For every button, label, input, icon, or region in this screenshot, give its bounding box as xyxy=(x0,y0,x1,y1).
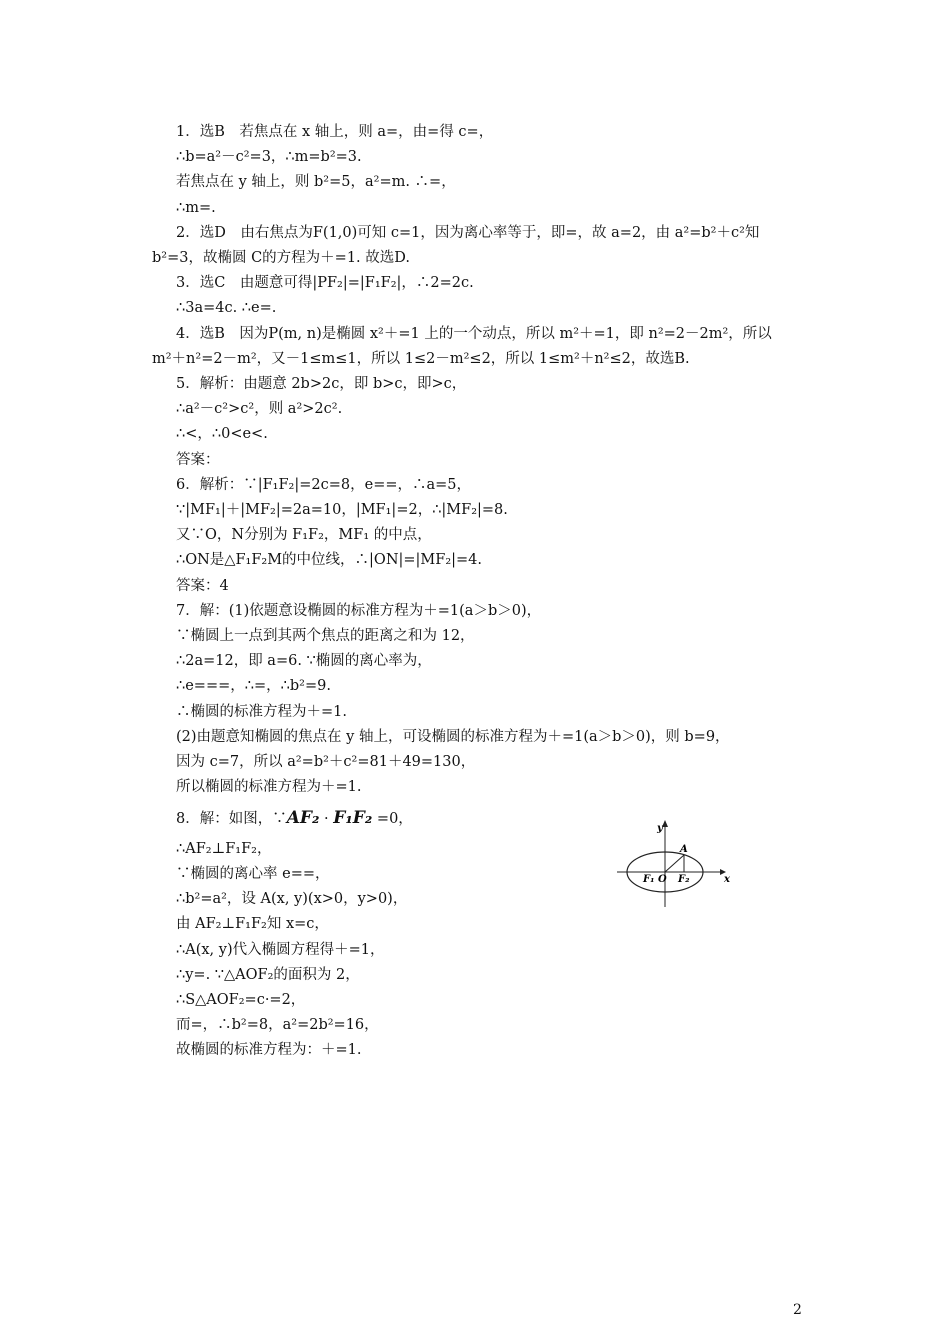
q8-prefix: 8．解：如图，∵ xyxy=(176,811,287,828)
text-line: ∴b²=a²，设 A(x, y)(x>0，y>0)， xyxy=(176,891,408,908)
text-line: ∴3a=4c. ∴e=. xyxy=(176,300,277,317)
text-line: ∴m=. xyxy=(176,199,216,216)
text-line: ∴AF₂⊥F₁F₂， xyxy=(176,840,272,857)
text-line: 3．选C 由题意可得|PF₂|=|F₁F₂|，∴2=2c. xyxy=(176,275,474,292)
text-line: 5．解析：由题意 2b>2c，即 b>c，即>c， xyxy=(176,376,467,393)
text-line: m²＋n²=2－m²，又－1≤m≤1，所以 1≤2－m²≤2，所以 1≤m²＋n²≤2，故选B. xyxy=(152,350,690,367)
vector-af2: AF₂ xyxy=(286,808,320,829)
text-line: ∴b=a²－c²=3，∴m=b²=3. xyxy=(176,149,362,166)
point-a-label: A xyxy=(680,844,688,855)
text-line: 2．选D 由右焦点为F(1,0)可知 c=1，因为离心率等于，即=，故 a=2，由 a²=b²＋c²知 xyxy=(176,224,760,241)
text-line: 6．解析：∵|F₁F₂|=2c=8，e==，∴a=5， xyxy=(176,476,472,493)
y-axis-arrow xyxy=(662,820,668,827)
text-line: (2)由题意知椭圆的焦点在 y 轴上，可设椭圆的标准方程为＋=1(a＞b＞0)，则 b=9， xyxy=(176,728,730,745)
dot-operator: · xyxy=(319,811,334,828)
text-line: 7．解：(1)依题意设椭圆的标准方程为＋=1(a＞b＞0)， xyxy=(176,602,542,619)
text-line: ∴a²－c²>c²，则 a²>2c². xyxy=(176,401,343,418)
text-line: ∴2a=12，即 a=6. ∵椭圆的离心率为， xyxy=(176,653,432,670)
text-line: ∴e===，∴=，∴b²=9. xyxy=(176,678,331,695)
text-line: 4．选B 因为P(m, n)是椭圆 x²＋=1 上的一个动点，所以 m²＋=1，即 n²=2－2m²，所以 xyxy=(176,325,772,342)
text-line: ∴y=. ∵△AOF₂的面积为 2， xyxy=(176,966,360,983)
origin-label: O xyxy=(658,874,667,885)
focus-f2-label: F₂ xyxy=(678,874,690,885)
text-line: ∴S△AOF₂=c·=2， xyxy=(176,991,306,1008)
text-line: ∵椭圆上一点到其两个焦点的距离之和为 12， xyxy=(176,628,475,645)
text-line: 答案：4 xyxy=(176,577,229,594)
text-line: ∵椭圆的离心率 e==， xyxy=(176,865,330,882)
text-line: 因为 c=7，所以 a²=b²＋c²=81＋49=130， xyxy=(176,754,476,771)
text-line: 若焦点在 y 轴上，则 b²=5，a²=m. ∴=， xyxy=(176,174,456,191)
text-line: 故椭圆的标准方程为：＋=1. xyxy=(176,1042,362,1059)
text-line: ∴A(x, y)代入椭圆方程得＋=1， xyxy=(176,941,385,958)
text-line: 而=，∴b²=8，a²=2b²=16， xyxy=(176,1017,379,1034)
text-line: 1．选B 若焦点在 x 轴上，则 a=，由=得 c=， xyxy=(176,124,494,140)
text-line: ∵|MF₁|＋|MF₂|=2a=10，|MF₁|=2，∴|MF₂|=8. xyxy=(176,502,508,519)
q8-suffix: =0， xyxy=(372,811,413,828)
vector-f1f2: F₁F₂ xyxy=(333,808,373,829)
text-line: 又∵O，N分别为 F₁F₂，MF₁ 的中点， xyxy=(176,527,432,544)
text-line: ∴椭圆的标准方程为＋=1. xyxy=(176,703,347,720)
solutions-body xyxy=(152,120,812,1064)
text-line: 答案： xyxy=(176,451,220,468)
text-line: ∴ON是△F₁F₂M的中位线，∴|ON|=|MF₂|=4. xyxy=(176,552,483,569)
segment-oa xyxy=(665,855,684,872)
y-axis-label: y xyxy=(657,823,663,834)
text-line: ∴<，∴0<e<. xyxy=(176,426,268,443)
text-line: b²=3，故椭圆 C的方程为＋=1. 故选D. xyxy=(152,250,410,267)
x-axis-label: x xyxy=(724,874,730,885)
page-number: 2 xyxy=(793,1302,802,1318)
ellipse-figure xyxy=(612,815,732,910)
text-line: 由 AF₂⊥F₁F₂知 x=c， xyxy=(176,916,329,933)
focus-f1-label: F₁ xyxy=(643,874,655,885)
text-line: 所以椭圆的标准方程为＋=1. xyxy=(176,779,362,796)
